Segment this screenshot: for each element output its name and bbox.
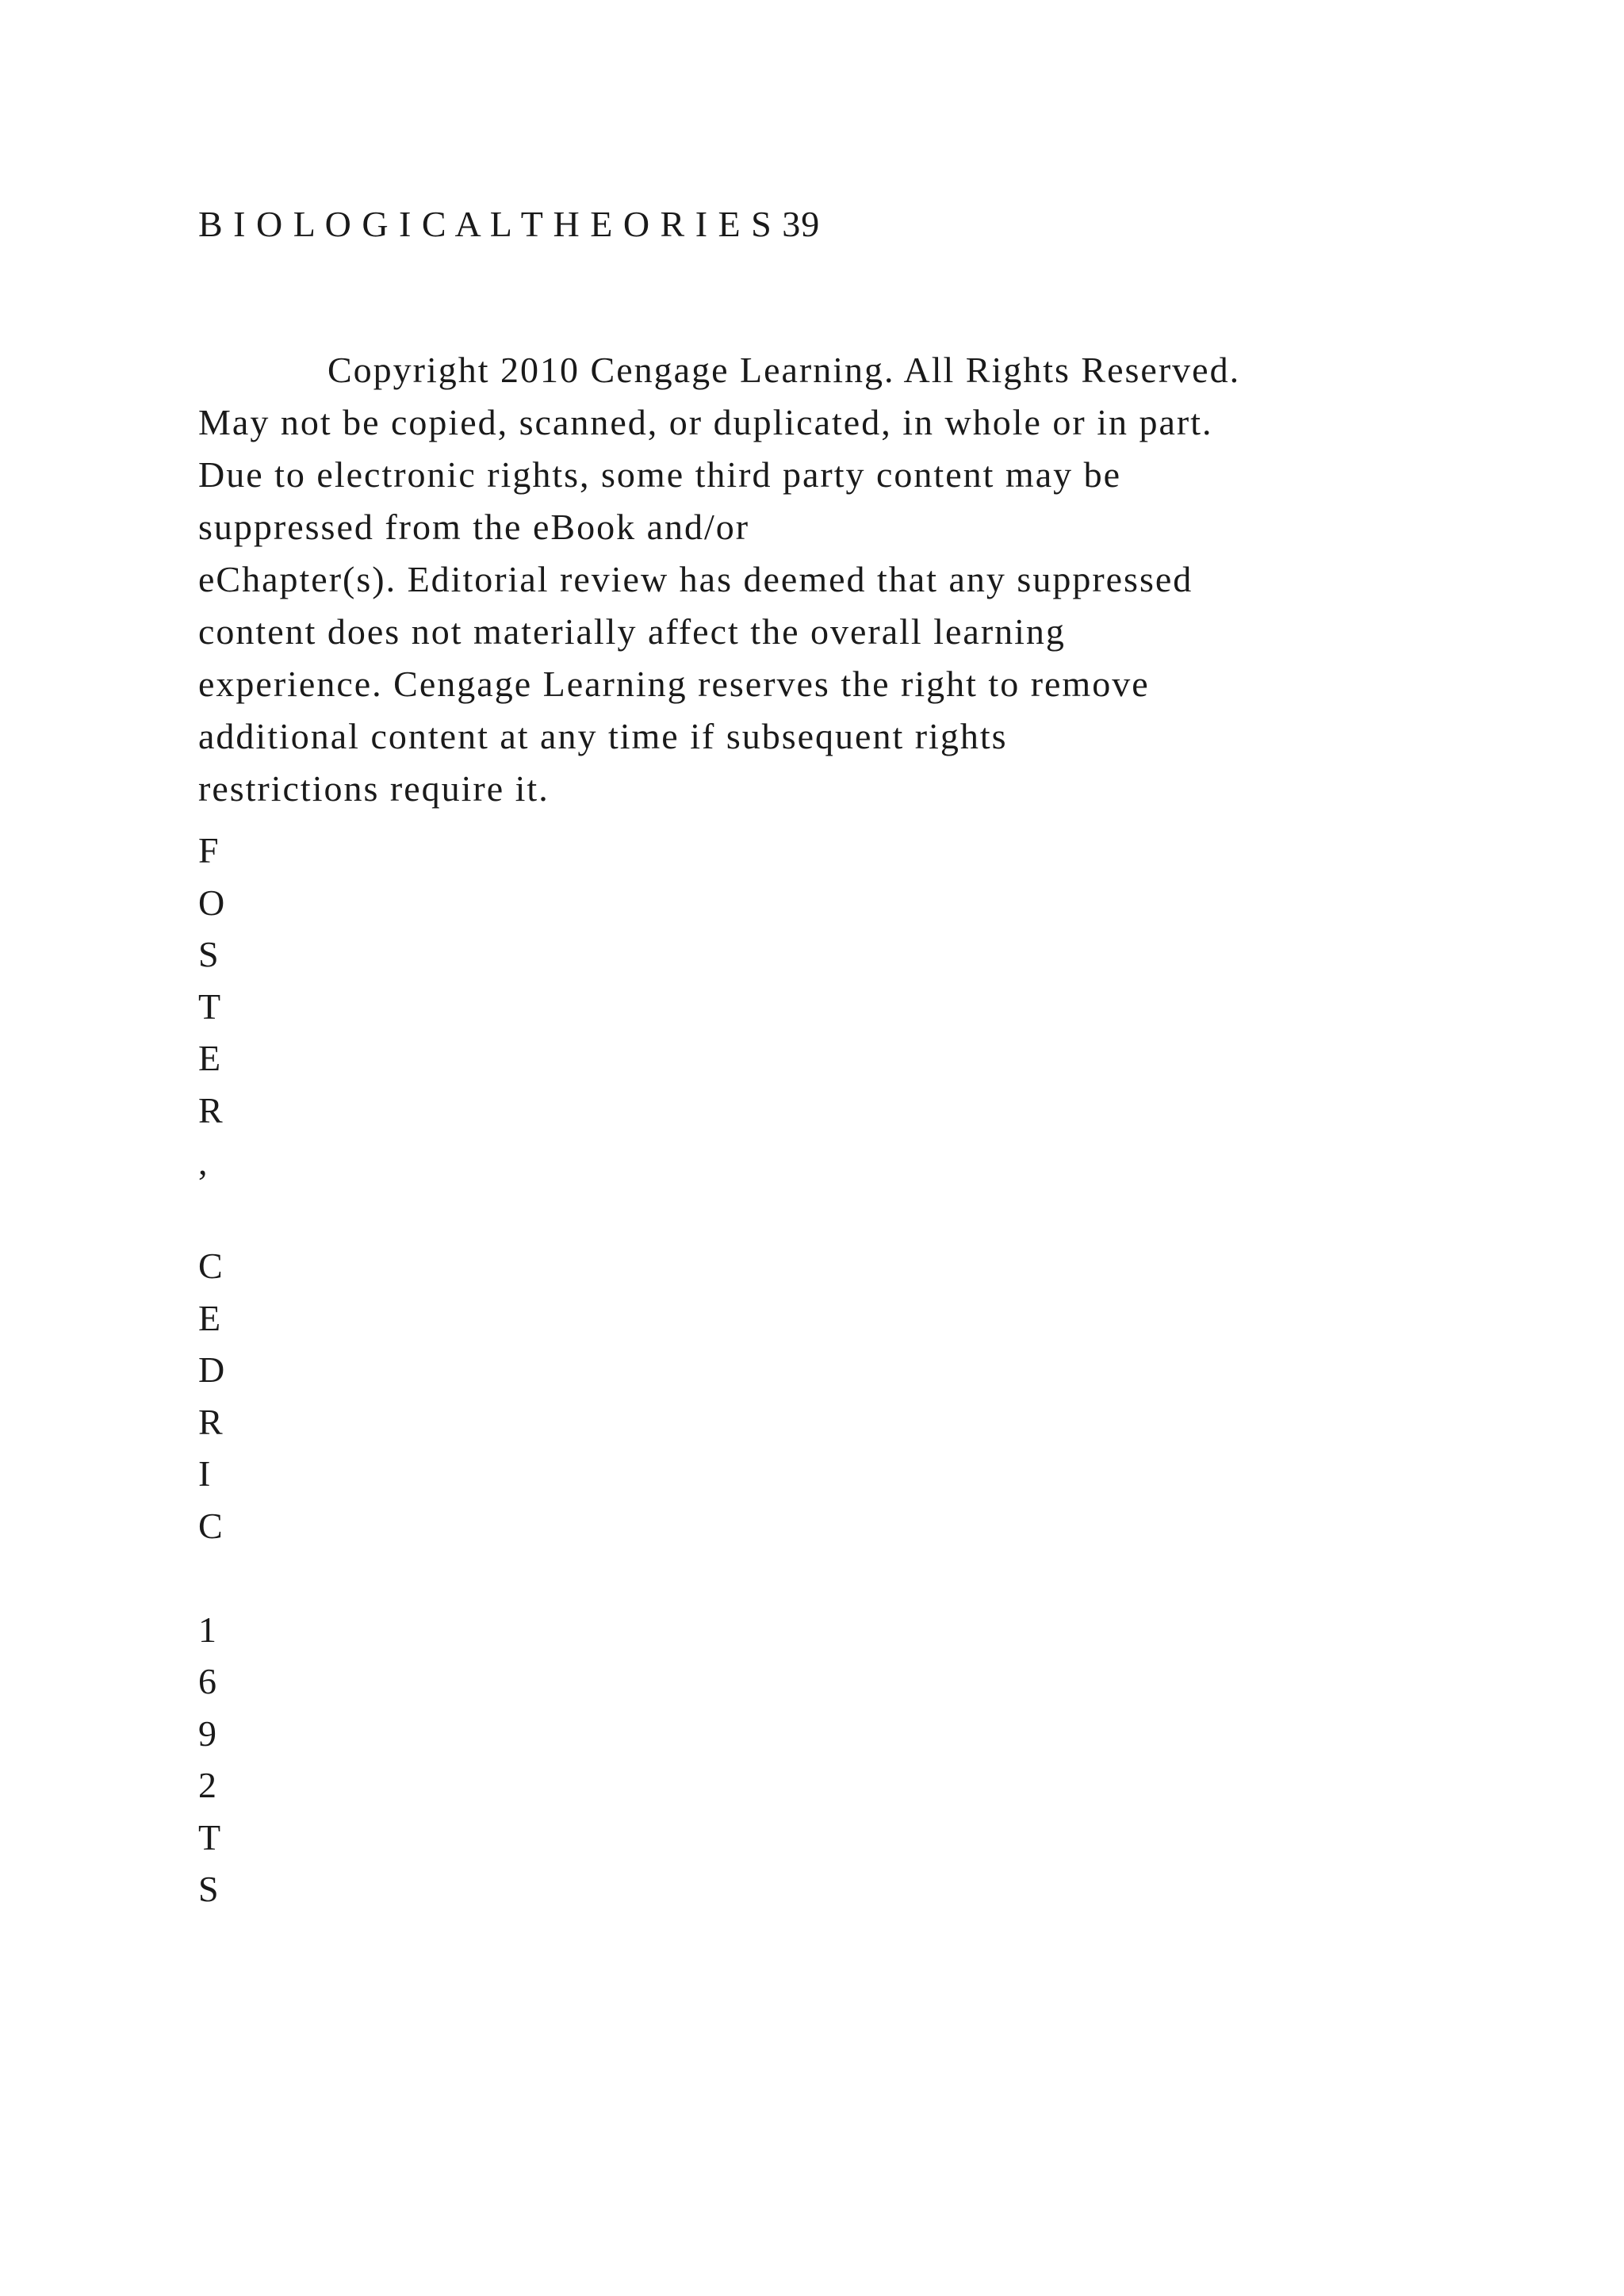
vertical-char [198,1552,262,1604]
copyright-notice [198,344,1467,815]
vertical-char: R [198,1401,223,1442]
vertical-char: S [198,934,219,974]
notice-line: eChapter(s). Editorial review has deemed that any suppressed [198,559,1193,599]
notice-line: content does not materially affect the overall learning [198,611,1066,652]
notice-line: Copyright 2010 Cengage Learning. All Rights Reserved. [327,350,1241,390]
vertical-char: S [198,1869,219,1909]
vertical-char: E [198,1038,221,1078]
vertical-char: , [198,1142,208,1182]
notice-line: Due to electronic rights, some third party content may be [198,454,1122,495]
vertical-char: I [198,1453,211,1494]
vertical-char: 2 [198,1765,216,1805]
vertical-char: F [198,830,219,871]
vertical-char [198,1188,262,1241]
vertical-char: E [198,1297,221,1338]
notice-line: additional content at any time if subsequent rights [198,716,1008,756]
notice-line: suppressed from the eBook and/or [198,507,750,547]
vertical-char: O [198,882,225,923]
vertical-char: 9 [198,1712,216,1754]
vertical-char: C [198,1246,223,1286]
running-header: B I O L O G I C A L T H E O R I E S 39 [198,204,821,244]
vertical-char: T [198,1816,221,1858]
notice-line: May not be copied, scanned, or duplicated, in whole or in part. [198,402,1213,442]
vertical-watermark-text [198,825,262,1915]
vertical-char: 1 [198,1609,216,1650]
vertical-char: C [198,1505,223,1546]
vertical-char: 6 [198,1661,216,1701]
vertical-char: D [198,1349,225,1390]
vertical-char: R [198,1089,223,1131]
notice-line: restrictions require it. [198,768,550,809]
vertical-char: T [198,985,221,1027]
notice-line: experience. Cengage Learning reserves the right to remove [198,664,1150,704]
